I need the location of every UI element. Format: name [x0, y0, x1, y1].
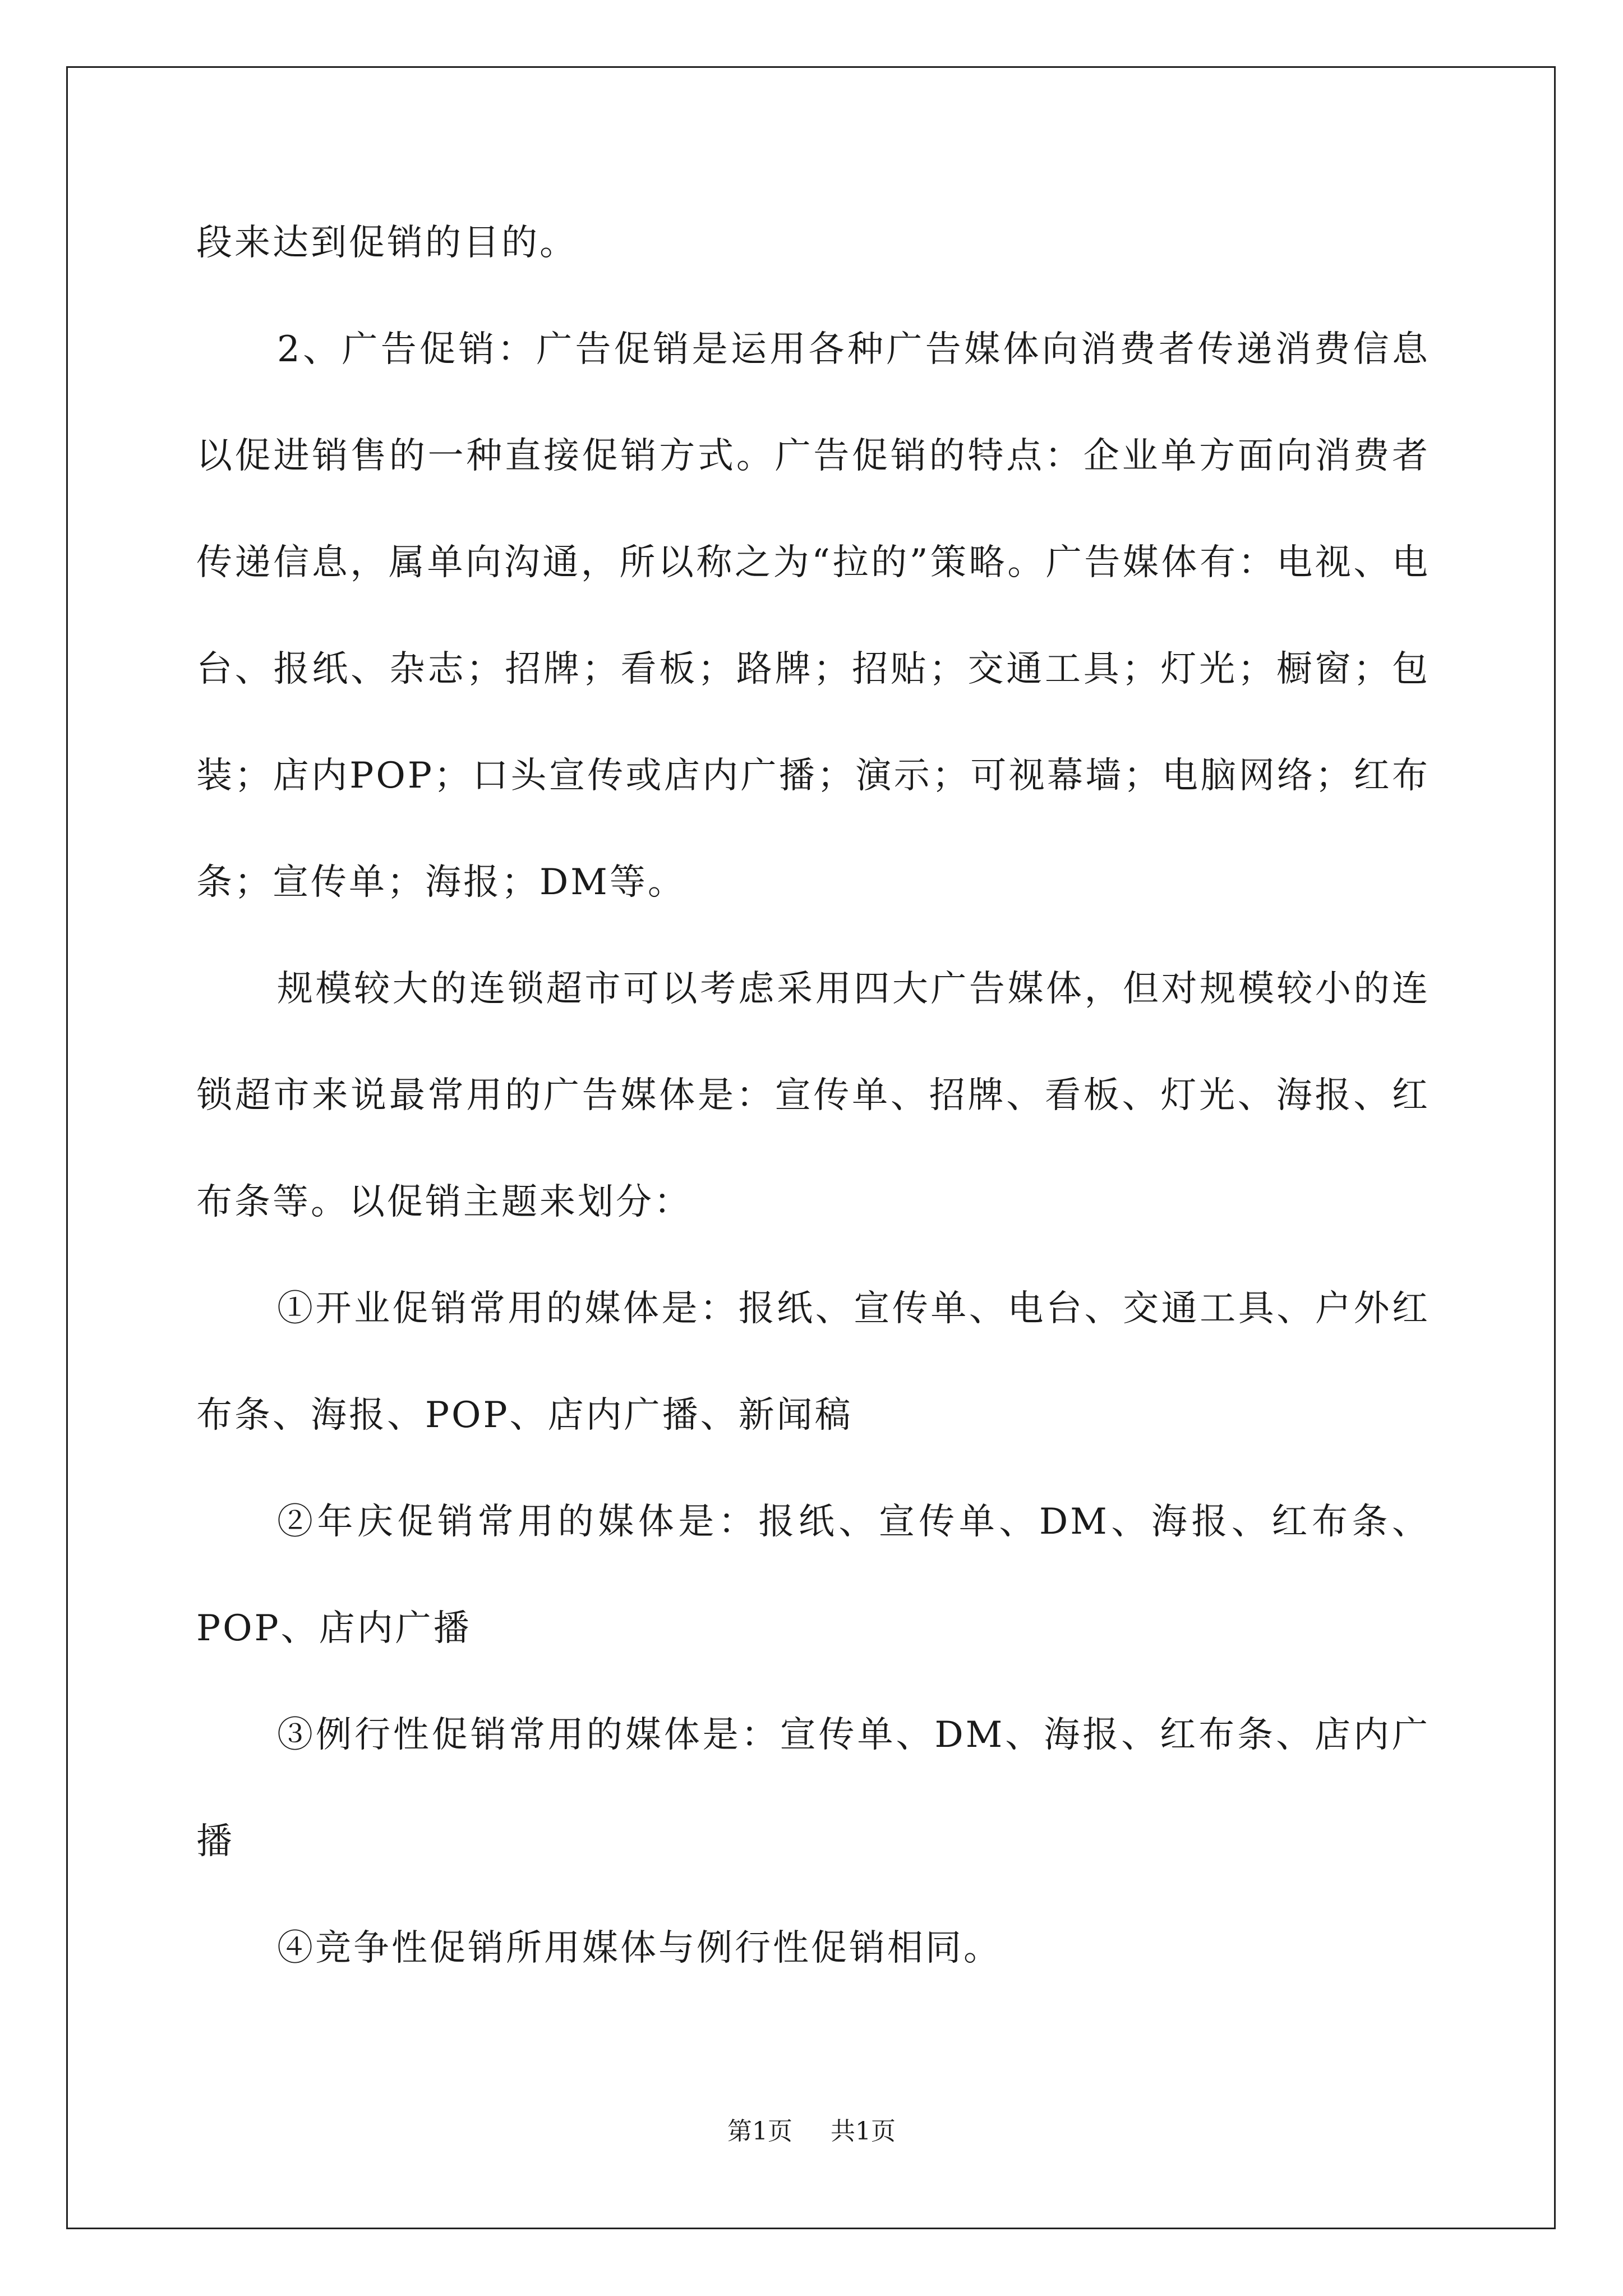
page-number-current: 第1页 — [727, 2117, 792, 2146]
paragraph-anniversary-promotion: ②年庆促销常用的媒体是：报纸、宣传单、DM、海报、红布条、POP、店内广播 — [196, 1501, 1430, 1649]
paragraph-opening-promotion: ①开业促销常用的媒体是：报纸、宣传单、电台、交通工具、户外红布条、海报、POP、店内广播、新闻稿 — [196, 1288, 1430, 1436]
paragraph-advertising-promotion: 2、广告促销：广告促销是运用各种广告媒体向消费者传递消费信息以促进销售的一种直接促销方式。广告促销的特点：企业单方面向消费者传递信息，属单向沟通，所以称之为“拉的”策略。广告媒体有：电视、电台、报纸、杂志；招牌；看板；路牌；招贴；交通工具；灯光；橱窗；包装；店内POP；口头宣传或店内广播；演示；可视幕墙；电脑网络；红布条；宣传单；海报；DM等。 — [196, 329, 1430, 903]
paragraph-media-choice: 规模较大的连锁超市可以考虑采用四大广告媒体，但对规模较小的连锁超市来说最常用的广告媒体是：宣传单、招牌、看板、灯光、海报、红布条等。以促销主题来划分： — [196, 968, 1430, 1223]
page-number-total: 共1页 — [831, 2117, 896, 2146]
paragraph-routine-promotion: ③例行性促销常用的媒体是：宣传单、DM、海报、红布条、店内广播 — [196, 1714, 1430, 1862]
paragraph-continuation: 段来达到促销的目的。 — [196, 222, 578, 264]
page-footer — [0, 2115, 1623, 2148]
paragraph-competitive-promotion: ④竞争性促销所用媒体与例行性促销相同。 — [277, 1927, 1002, 1969]
document-body — [196, 190, 1430, 2001]
